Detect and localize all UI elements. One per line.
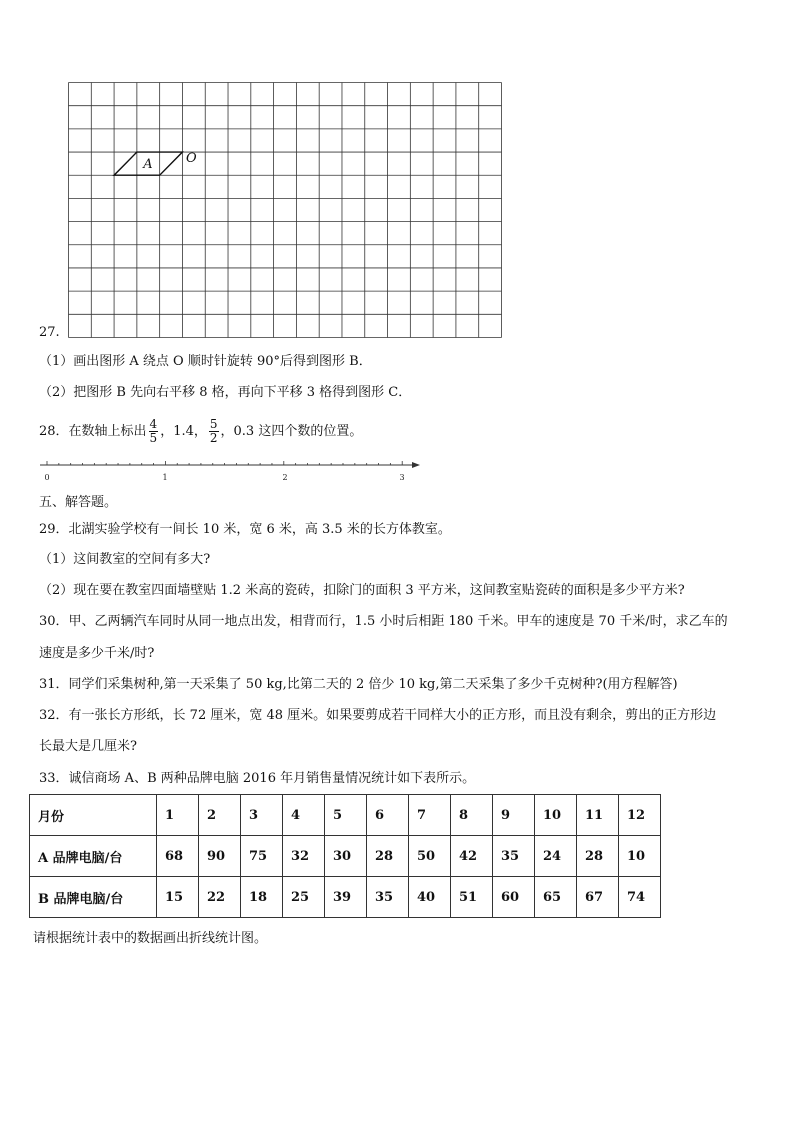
- point-o-label: O: [186, 151, 197, 166]
- table-cell: A 品牌电脑/台: [30, 836, 157, 877]
- table-cell: 4: [283, 795, 325, 836]
- table-cell: 68: [157, 836, 199, 877]
- q33-instruction: 请根据统计表中的数据画出折线统计图。: [33, 931, 268, 946]
- table-cell: 75: [241, 836, 283, 877]
- q27-part2: （2）把图形 B 先向右平移 8 格，再向下平移 3 格得到图形 C．: [39, 385, 412, 400]
- table-cell: 67: [577, 877, 619, 918]
- q27-part1: （1）画出图形 A 绕点 O 顺时针旋转 90°后得到图形 B．: [39, 354, 372, 369]
- shape-a-label: A: [143, 157, 153, 172]
- table-cell: 6: [367, 795, 409, 836]
- table-cell: 74: [619, 877, 661, 918]
- table-row-a: [30, 836, 661, 877]
- fraction-4-5: $\frac{4}{5}$: [149, 417, 158, 445]
- q32-line1: 32．有一张长方形纸，长 72 厘米，宽 48 厘米。如果要剪成若干同样大小的正方形，而且没有剩余，剪出的正方形边: [39, 708, 717, 723]
- grid-lines: [69, 83, 502, 338]
- q31-text: 31．同学们采集树种,第一天采集了 50 kg,比第二天的 2 倍少 10 kg,第二天采集了多少千克树种?(用方程解答): [39, 677, 678, 692]
- table-cell: 10: [619, 836, 661, 877]
- grid-svg: [68, 82, 502, 338]
- fraction-5-2: $\frac{5}{2}$: [209, 417, 218, 445]
- table-cell: 65: [535, 877, 577, 918]
- q29-part1: （1）这间教室的空间有多大?: [39, 552, 211, 567]
- q29-part2: （2）现在要在教室四面墙壁贴 1.2 米高的瓷砖，扣除门的面积 3 平方米，这间教室贴瓷砖的面积是多少平方米?: [39, 583, 685, 598]
- table-cell: 40: [409, 877, 451, 918]
- table-cell: 30: [325, 836, 367, 877]
- table-cell: 10: [535, 795, 577, 836]
- q29-text: 29．北湖实验学校有一间长 10 米，宽 6 米，高 3.5 米的长方体教室。: [39, 522, 451, 537]
- table-cell: 7: [409, 795, 451, 836]
- section-5-title: 五、解答题。: [39, 495, 118, 510]
- q33-text: 33．诚信商场 A、B 两种品牌电脑 2016 年月销售量情况统计如下表所示。: [39, 771, 476, 786]
- q27-number: 27.: [39, 325, 60, 340]
- table-cell: 11: [577, 795, 619, 836]
- q30-line2: 速度是多少千米/时?: [39, 646, 155, 661]
- table-cell: 1: [157, 795, 199, 836]
- table-cell: 3: [241, 795, 283, 836]
- q28-suffix: ，0.3 这四个数的位置。: [220, 424, 363, 439]
- table-cell: 28: [577, 836, 619, 877]
- q28-mid: ，1.4，: [160, 424, 207, 439]
- table-header-row: [30, 795, 661, 836]
- table-cell: 2: [199, 795, 241, 836]
- table-cell: 50: [409, 836, 451, 877]
- table-cell: 15: [157, 877, 199, 918]
- number-line: [36, 456, 426, 486]
- axis-label-3: 3: [399, 473, 405, 482]
- sales-table-wrap: [29, 794, 661, 918]
- table-cell: 22: [199, 877, 241, 918]
- table-row-b: [30, 877, 661, 918]
- table-cell: 35: [367, 877, 409, 918]
- q30-line1: 30．甲、乙两辆汽车同时从同一地点出发，相背而行，1.5 小时后相距 180 千米。甲车的速度是 70 千米/时，求乙车的: [39, 614, 728, 629]
- table-cell: 90: [199, 836, 241, 877]
- table-cell: 42: [451, 836, 493, 877]
- table-cell: 8: [451, 795, 493, 836]
- table-cell: 32: [283, 836, 325, 877]
- q28-question: [39, 418, 362, 446]
- table-cell: 60: [493, 877, 535, 918]
- table-cell: 28: [367, 836, 409, 877]
- table-cell: 5: [325, 795, 367, 836]
- table-cell: 39: [325, 877, 367, 918]
- number-line-svg: [36, 456, 426, 486]
- table-cell: 9: [493, 795, 535, 836]
- table-cell: 月份: [30, 795, 157, 836]
- table-cell: 24: [535, 836, 577, 877]
- sales-table: [29, 794, 661, 918]
- table-cell: 51: [451, 877, 493, 918]
- table-cell: 25: [283, 877, 325, 918]
- q27-grid: [68, 82, 502, 338]
- number-line-arrow: [412, 462, 420, 468]
- table-cell: B 品牌电脑/台: [30, 877, 157, 918]
- table-cell: 35: [493, 836, 535, 877]
- table-cell: 18: [241, 877, 283, 918]
- q28-prefix: 28．在数轴上标出: [39, 424, 147, 439]
- table-cell: 12: [619, 795, 661, 836]
- axis-label-0: 0: [44, 473, 50, 482]
- axis-label-2: 2: [282, 473, 288, 482]
- axis-label-1: 1: [162, 473, 168, 482]
- number-line-ticks: [47, 461, 402, 465]
- q32-line2: 长最大是几厘米?: [39, 739, 137, 754]
